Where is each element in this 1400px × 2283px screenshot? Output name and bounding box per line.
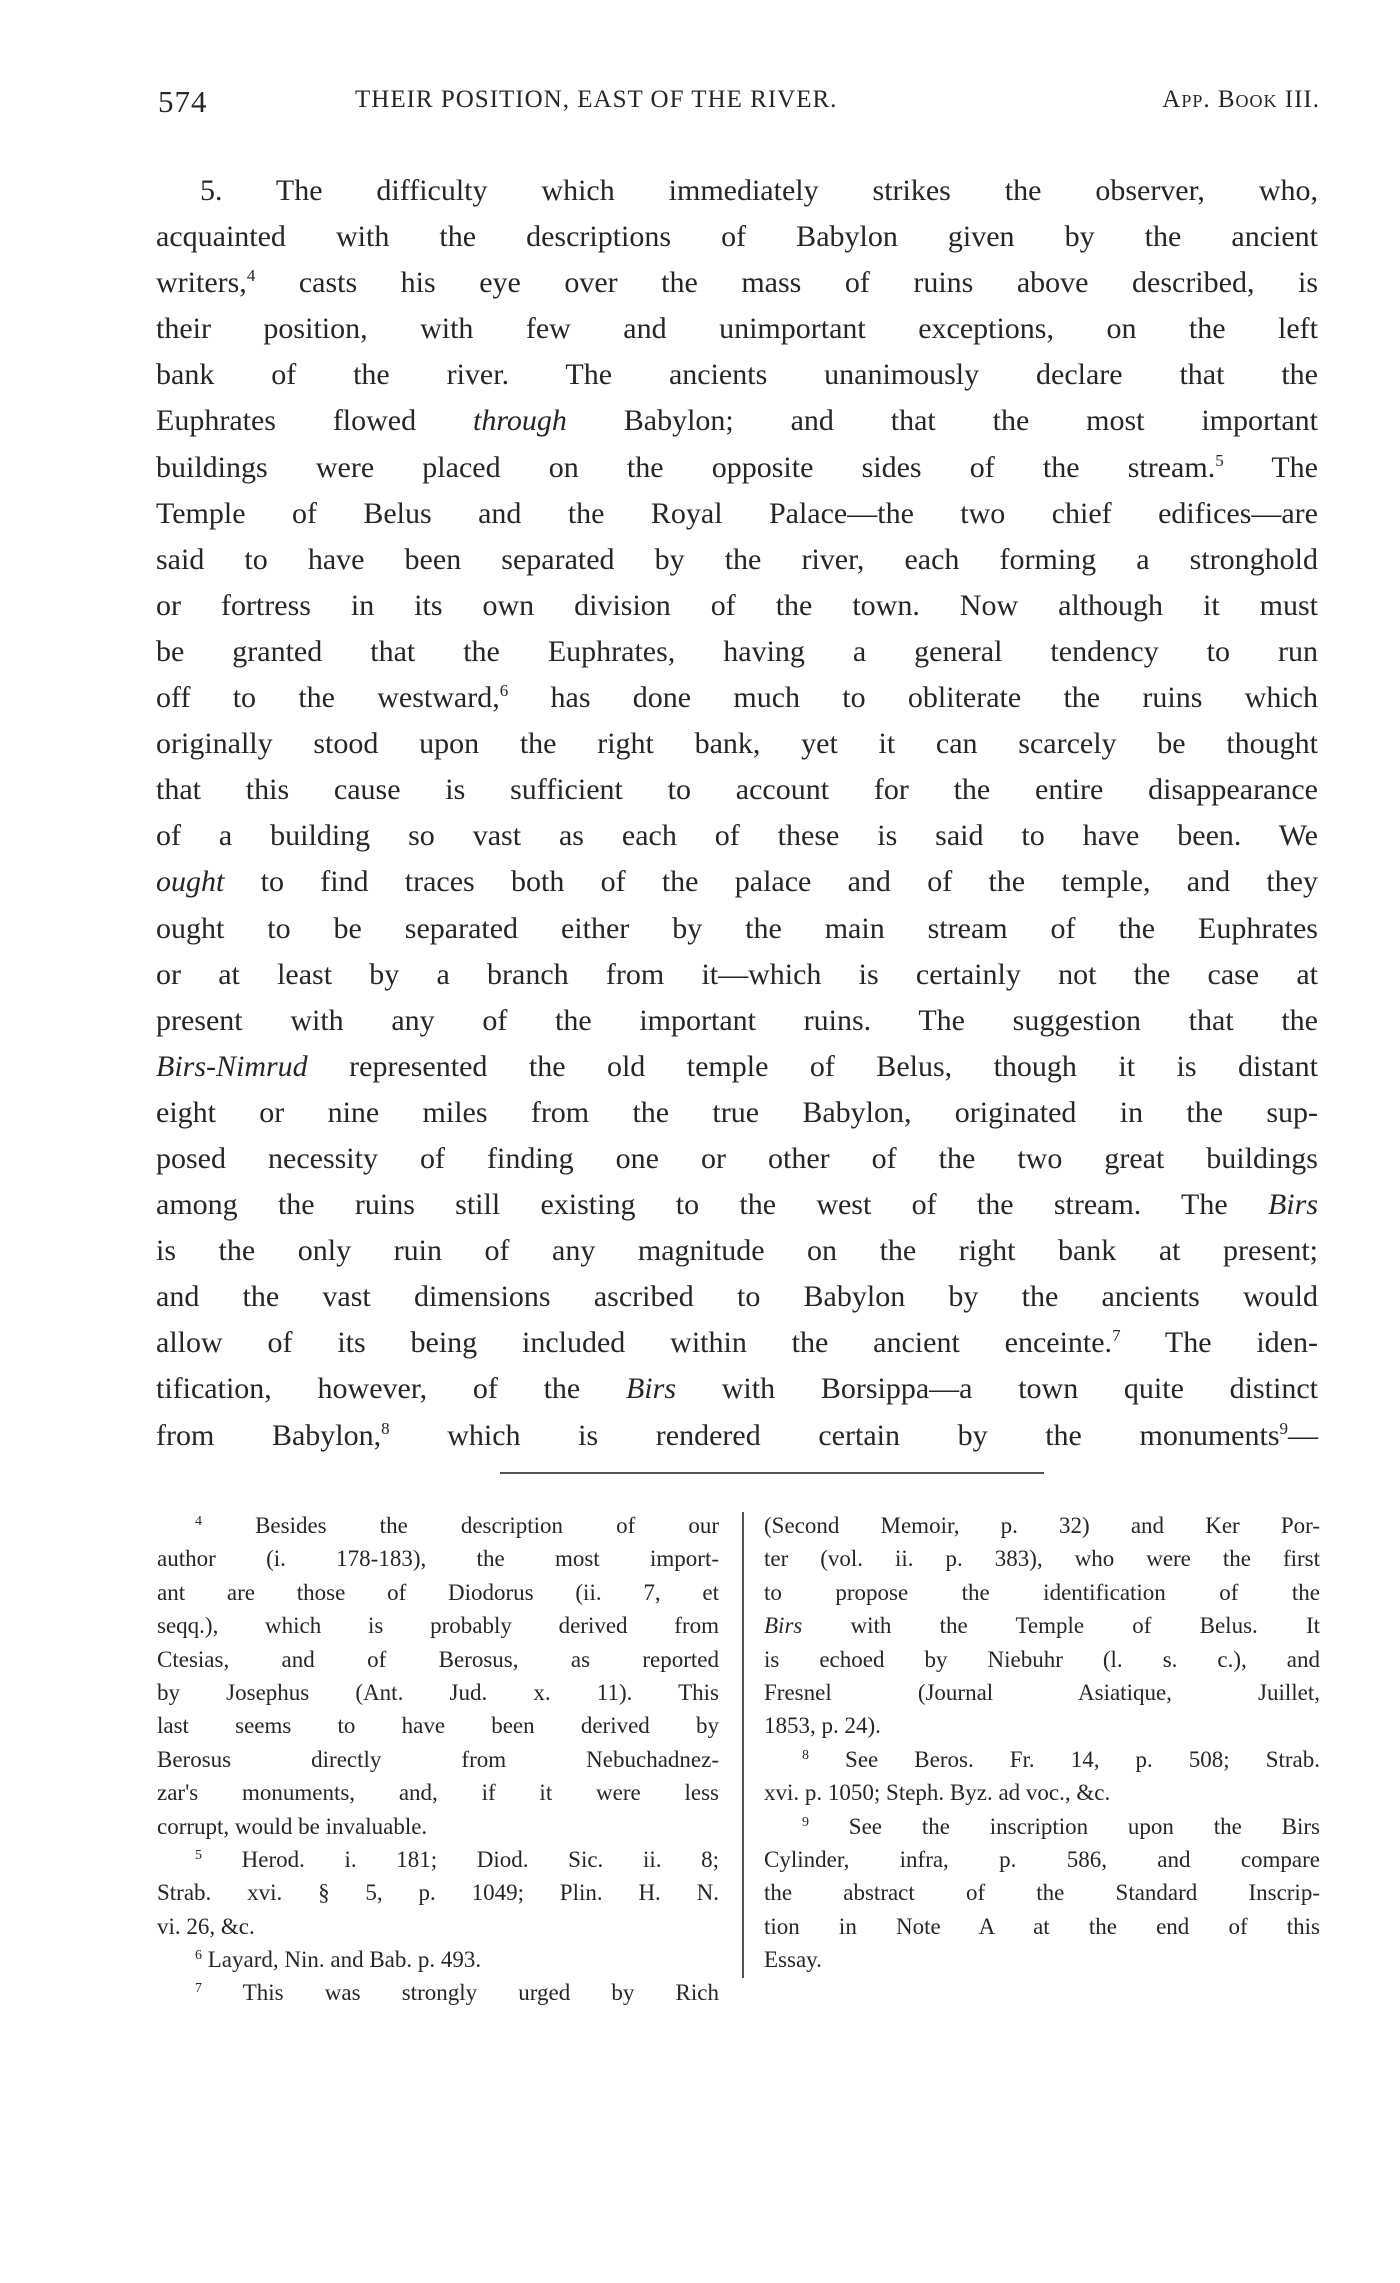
text-line: or at least by a branch from it—which is certainly not the case at — [156, 957, 1318, 991]
footnote-line: author (i. 178-183), the most import- — [157, 1546, 719, 1572]
text-line: off to the westward,$^6$ has done much to obliterate the ruins which — [156, 681, 1318, 715]
footnote-line: Birs with the Temple of Belus. It — [764, 1613, 1320, 1639]
footnote-line: $^8$ See Beros. Fr. 14, p. 508; Strab. — [802, 1746, 1320, 1772]
footnote-ref: 4 — [246, 266, 256, 286]
footnotes-right-column — [764, 1509, 1320, 1976]
footnote-line: $^6$ Layard, Nin. and Bab. p. 493. — [195, 1947, 482, 1973]
footnote-line: $^7$ This was strongly urged by Rich — [195, 1980, 719, 2006]
text-line: of a building so vast as each of these is said to have been. We — [156, 819, 1318, 853]
text-line: be granted that the Euphrates, having a general tendency to run — [156, 634, 1318, 668]
text-line: eight or nine miles from the true Babylon, originated in the sup- — [156, 1095, 1318, 1129]
footnote-line: Berosus directly from Nebuchadnez- — [157, 1746, 719, 1772]
text-line: buildings were placed on the opposite sides of the stream.$^5$ The — [156, 450, 1318, 484]
text-line: present with any of the important ruins. The suggestion that the — [156, 1003, 1318, 1037]
text-line: 5. The difficulty which immediately strikes the observer, who, — [200, 174, 1318, 207]
footnote-line: Cylinder, infra, p. 586, and compare — [764, 1846, 1320, 1872]
footnote-line: tion in Note A at the end of this — [764, 1913, 1320, 1939]
footnote-marker: 4 — [195, 1514, 202, 1529]
footnote-line: vi. 26, &c. — [157, 1913, 255, 1939]
footnote-ref: 6 — [499, 681, 509, 701]
footnote-line: xvi. p. 1050; Steph. Byz. ad voc., &c. — [764, 1780, 1111, 1806]
text-line: allow of its being included within the ancient enceinte.$^7$ The iden- — [156, 1326, 1318, 1360]
footnote-line: $^5$ Herod. i. 181; Diod. Sic. ii. 8; — [195, 1846, 719, 1872]
text-line: that this cause is sufficient to account for the entire disappearance — [156, 773, 1318, 807]
footnote-line: the abstract of the Standard Inscrip- — [764, 1880, 1320, 1906]
footnote-marker: 9 — [802, 1814, 809, 1830]
running-header — [158, 84, 1320, 128]
footnote-divider — [500, 1472, 1044, 1474]
footnote-line: 1853, p. 24). — [764, 1713, 881, 1739]
page-number: 574 — [158, 84, 208, 119]
text-line: or fortress in its own division of the town. Now although it must — [156, 588, 1318, 622]
text-line: is the only ruin of any magnitude on the right bank at present; — [156, 1234, 1318, 1268]
footnote-marker: 8 — [802, 1747, 809, 1763]
text-line: acquainted with the descriptions of Babylon given by the ancient — [156, 220, 1318, 254]
footnote-line: Fresnel (Journal Asiatique, Juillet, — [764, 1679, 1320, 1705]
footnote-marker: 5 — [195, 1847, 202, 1863]
text-line: ought to find traces both of the palace and of the temple, and they — [156, 865, 1318, 899]
section-reference: App. Book III. — [1162, 86, 1320, 113]
text-line: posed necessity of finding one or other of the two great buildings — [156, 1141, 1318, 1175]
footnote-line: (Second Memoir, p. 32) and Ker Por- — [764, 1513, 1320, 1538]
text-line: among the ruins still existing to the west of the stream. The Birs — [156, 1188, 1318, 1222]
text-line: originally stood upon the right bank, yet it can scarcely be thought — [156, 727, 1318, 761]
footnote-line: Strab. xvi. § 5, p. 1049; Plin. H. N. — [157, 1880, 719, 1906]
running-title: THEIR POSITION, EAST OF THE RIVER. — [355, 86, 838, 113]
footnote-marker: 7 — [195, 1981, 202, 1997]
main-paragraph — [156, 168, 1318, 1459]
footnote-ref: 7 — [1112, 1326, 1121, 1346]
footnote-line: by Josephus (Ant. Jud. x. 11). This — [157, 1679, 719, 1705]
footnote-ref: 5 — [1215, 450, 1224, 470]
footnote-marker: 6 — [195, 1948, 202, 1964]
text-line: said to have been separated by the river, each forming a stronghold — [156, 542, 1318, 576]
text-line: their position, with few and unimportant exceptions, on the left — [156, 312, 1318, 346]
text-line: tification, however, of the Birs with Borsippa—a town quite distinct — [156, 1372, 1318, 1406]
text-line: ought to be separated either by the main stream of the Euphrates — [156, 911, 1318, 945]
footnote-line: corrupt, would be invaluable. — [157, 1813, 428, 1839]
text-line: Birs-Nimrud represented the old temple of Belus, though it is distant — [156, 1049, 1318, 1083]
footnote-line: ant are those of Diodorus (ii. 7, et — [157, 1579, 719, 1605]
text-line: bank of the river. The ancients unanimously declare that the — [156, 358, 1318, 392]
footnote-line: to propose the identification of the — [764, 1579, 1320, 1605]
footnote-line: zar's monuments, and, if it were less — [157, 1780, 719, 1806]
text-line: from Babylon,$^8$ which is rendered certain by the monuments$^9$— — [156, 1418, 1318, 1452]
text-line: and the vast dimensions ascribed to Babylon by the ancients would — [156, 1280, 1318, 1314]
text-line: Temple of Belus and the Royal Palace—the two chief edifices—are — [156, 496, 1318, 530]
text-line: writers,$^4$ casts his eye over the mass of ruins above described, is — [156, 266, 1318, 300]
footnote-ref: 8 — [381, 1418, 390, 1438]
footnote-line: $^9$ See the inscription upon the Birs — [802, 1813, 1320, 1839]
footnote-line: seqq.), which is probably derived from — [157, 1613, 719, 1639]
footnote-line: Essay. — [764, 1947, 822, 1973]
text-line: Euphrates flowed through Babylon; and that the most important — [156, 404, 1318, 438]
footnote-ref: 9 — [1279, 1418, 1288, 1438]
footnote-line: Ctesias, and of Berosus, as reported — [157, 1646, 719, 1672]
column-rule — [742, 1512, 744, 1978]
footnote-line: $^4$ Besides the description of our — [195, 1513, 719, 1538]
footnote-line: last seems to have been derived by — [157, 1713, 719, 1739]
footnotes-left-column — [157, 1509, 719, 2010]
footnote-line: ter (vol. ii. p. 383), who were the first — [764, 1546, 1320, 1572]
footnote-line: is echoed by Niebuhr (l. s. c.), and — [764, 1646, 1320, 1672]
